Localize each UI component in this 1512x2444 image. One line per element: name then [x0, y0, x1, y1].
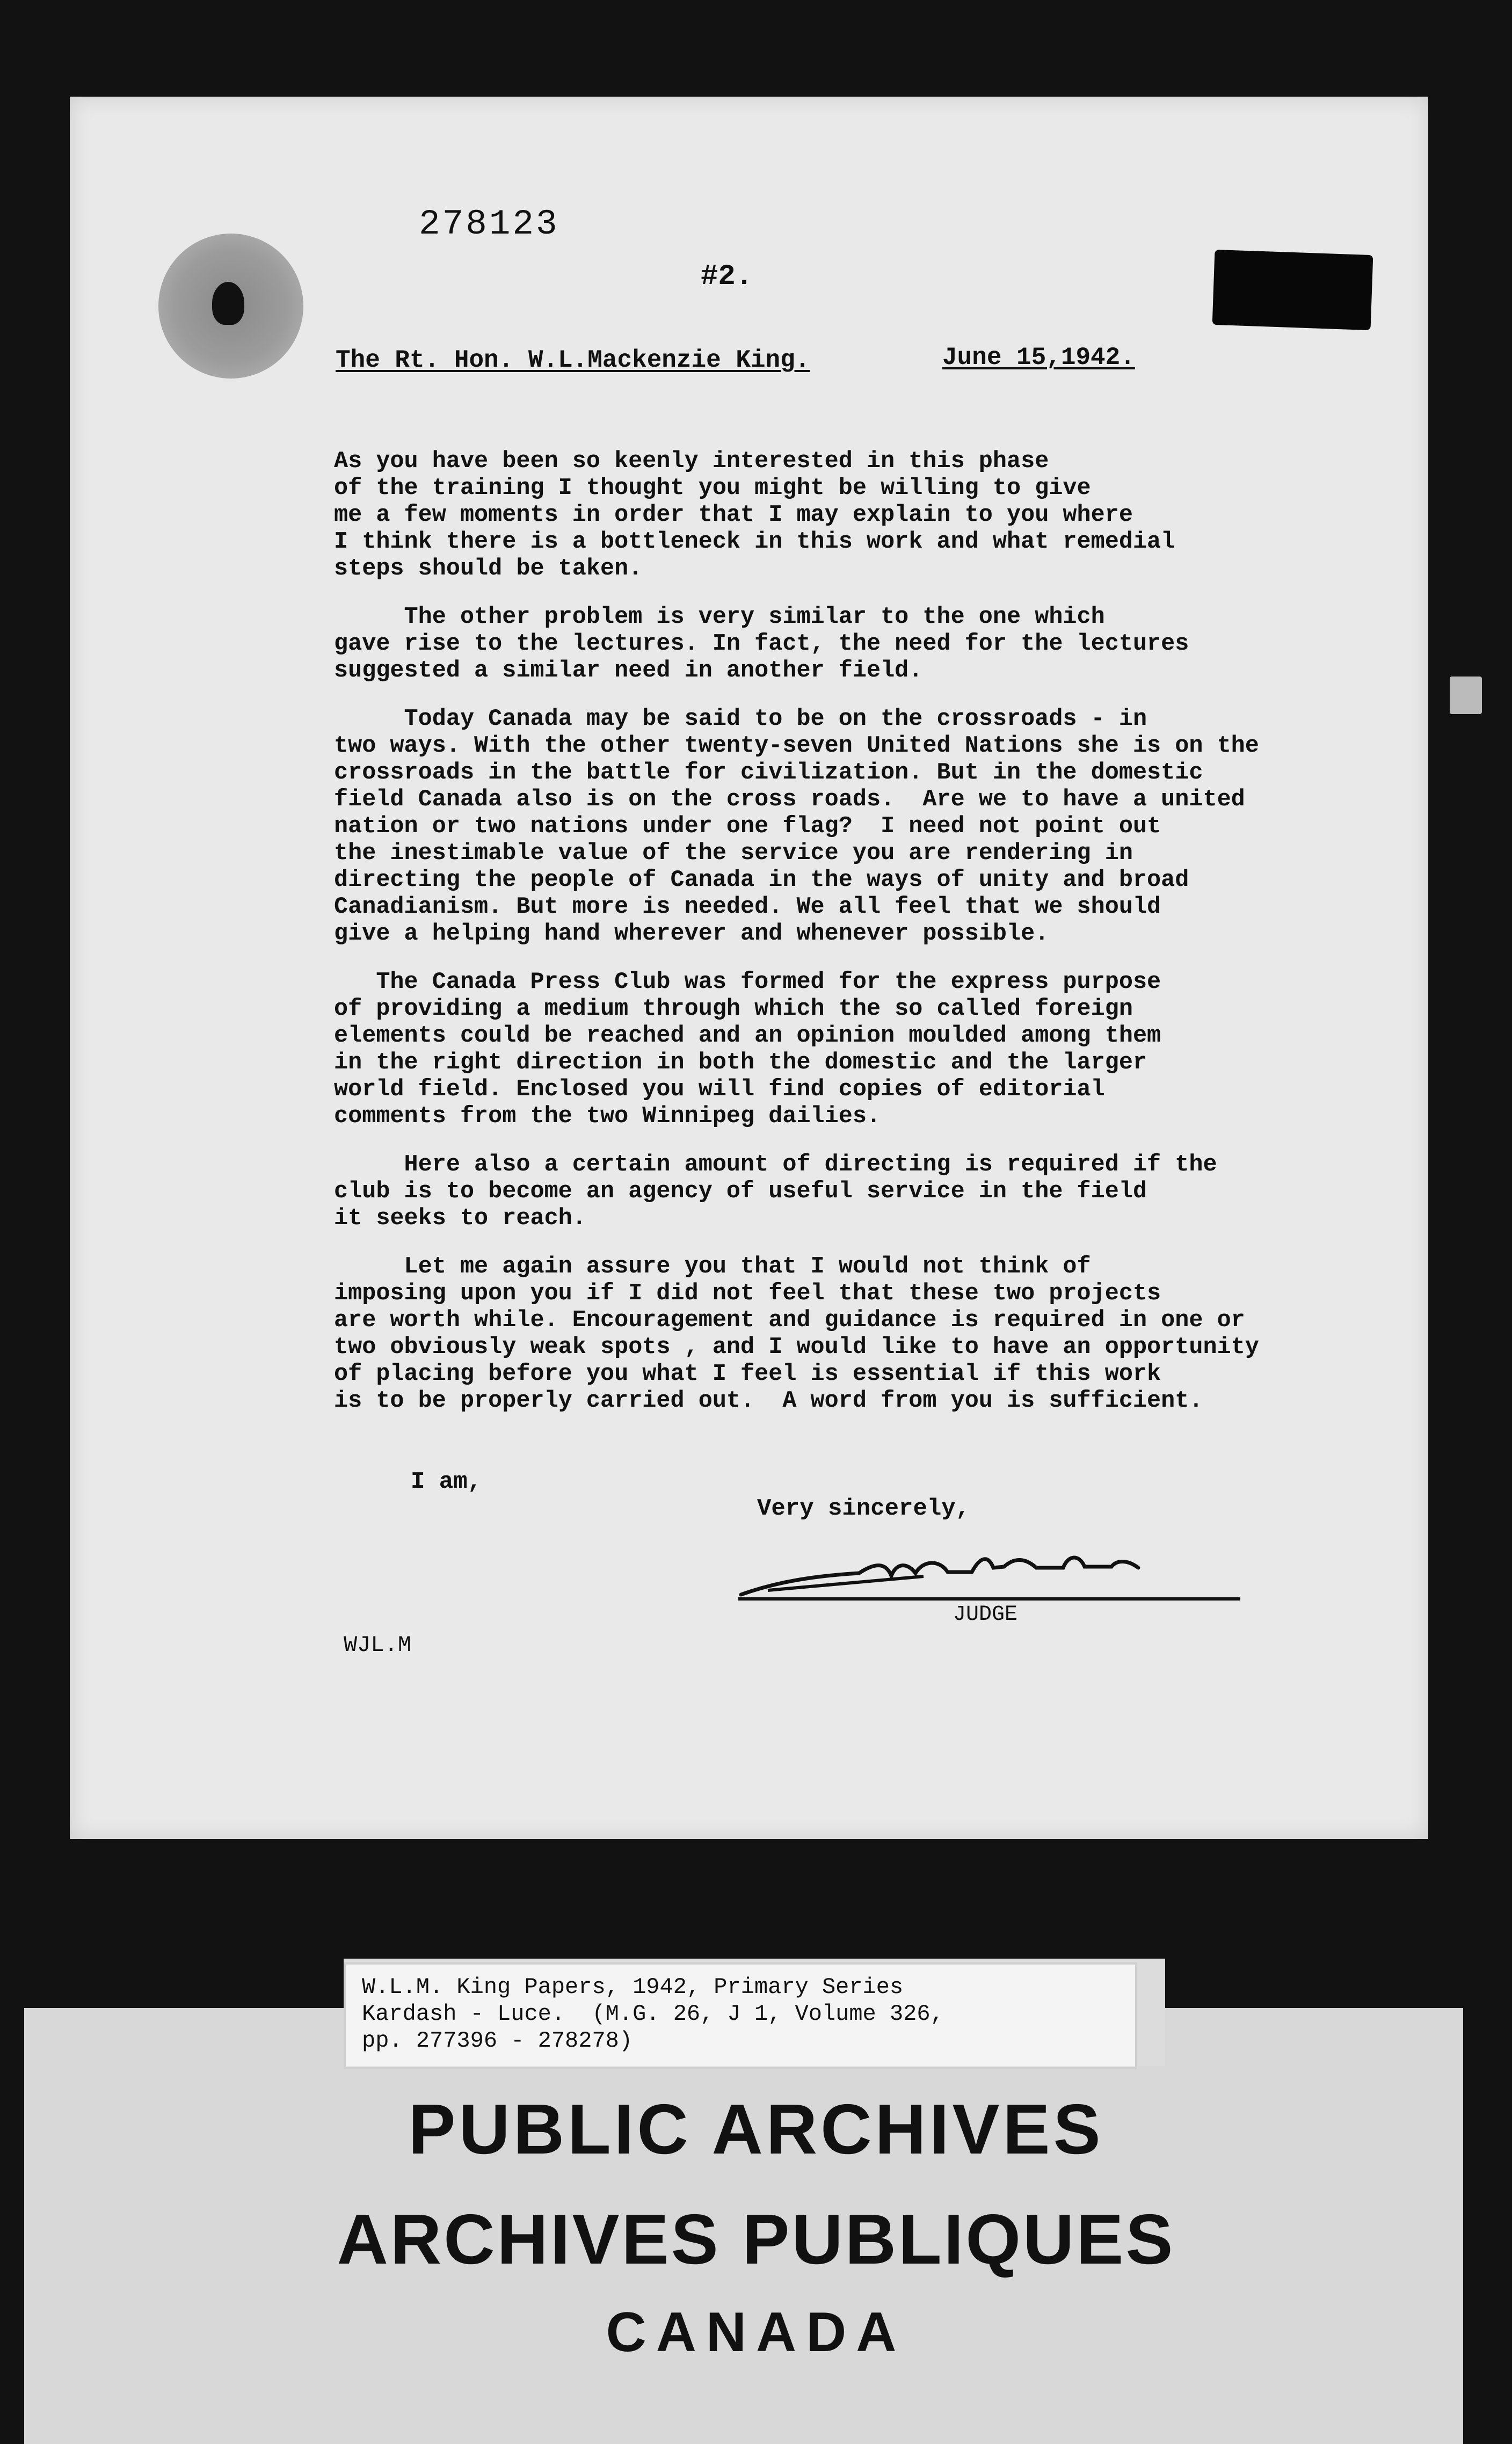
letter-line: two obviously weak spots , and I would like to have an opportunity	[334, 1334, 1259, 1361]
document-number: 278123	[419, 204, 559, 244]
letter-line: of providing a medium through which the so called foreign	[334, 996, 1133, 1022]
letter-body	[334, 448, 1259, 1436]
signature-title: JUDGE	[953, 1603, 1018, 1627]
letter-line: of the training I thought you might be willing to give	[334, 475, 1091, 501]
archive-stamp-french: ARCHIVES PUBLIQUES	[337, 2200, 1175, 2279]
letter-paragraph	[334, 1152, 1259, 1232]
letter-line: in the right direction in both the domestic and the larger	[334, 1050, 1147, 1076]
letter-line: are worth while. Encouragement and guidance is required in one or	[334, 1307, 1245, 1334]
letter-line: steps should be taken.	[334, 556, 643, 582]
archive-stamp-country: CANADA	[606, 2301, 906, 2363]
letter-line: club is to become an agency of useful service in the field	[334, 1179, 1147, 1205]
archive-label-line-3: pp. 277396 - 278278)	[362, 2028, 633, 2054]
archive-reference-label	[344, 1962, 1137, 2069]
letter-line: suggested a similar need in another field.	[334, 658, 923, 684]
letter-line: As you have been so keenly interested in this phase	[334, 448, 1049, 475]
page-number: #2.	[701, 260, 753, 293]
letter-line: elements could be reached and an opinion moulded among them	[334, 1023, 1161, 1049]
letter-line: Here also a certain amount of directing is required if the	[334, 1152, 1217, 1178]
letter-line: directing the people of Canada in the ways of unity and broad	[334, 867, 1189, 893]
archive-label-line-2: Kardash - Luce. (M.G. 26, J 1, Volume 326,	[362, 2001, 944, 2027]
letter-paragraph	[334, 969, 1259, 1130]
archive-stamp-english: PUBLIC ARCHIVES	[408, 2090, 1104, 2169]
letter-paragraph	[334, 1254, 1259, 1415]
letter-paragraph	[334, 604, 1259, 685]
letter-line: imposing upon you if I did not feel that these two projects	[334, 1281, 1161, 1307]
redaction-block	[1212, 250, 1373, 330]
page-edge-mark	[1450, 677, 1482, 714]
punch-hole-mark	[158, 234, 303, 379]
letter-line: give a helping hand wherever and whenever possible.	[334, 921, 1049, 947]
letter-line: the inestimable value of the service you are rendering in	[334, 840, 1133, 867]
letter-line: Today Canada may be said to be on the crossroads - in	[334, 706, 1147, 732]
punch-hole-icon	[212, 282, 244, 325]
archive-label-line-1: W.L.M. King Papers, 1942, Primary Series	[362, 1974, 904, 2000]
letter-line: crossroads in the battle for civilization. But in the domestic	[334, 760, 1203, 786]
letter-line: The Canada Press Club was formed for the express purpose	[334, 969, 1161, 995]
typist-initials: WJL.M	[344, 1632, 412, 1658]
letter-line: gave rise to the lectures. In fact, the need for the lectures	[334, 631, 1189, 657]
letter-line: The other problem is very similar to the one which	[334, 604, 1105, 630]
letter-line: I think there is a bottleneck in this work and what remedial	[334, 529, 1175, 555]
letter-line: me a few moments in order that I may explain to you where	[334, 502, 1133, 528]
letter-line: Canadianism. But more is needed. We all feel that we should	[334, 894, 1161, 920]
letter-paragraph	[334, 448, 1259, 583]
letter-line: Let me again assure you that I would not think of	[334, 1254, 1091, 1280]
letter-line: it seeks to reach.	[334, 1205, 586, 1232]
letter-line: field Canada also is on the cross roads. Are we to have a united	[334, 787, 1245, 813]
valediction: Very sincerely,	[757, 1495, 970, 1522]
letter-line: world field. Enclosed you will find copies of editorial	[334, 1076, 1105, 1103]
letter-date: June 15,1942.	[942, 344, 1135, 372]
addressee-line: The Rt. Hon. W.L.Mackenzie King.	[336, 346, 810, 374]
letter-line: two ways. With the other twenty-seven United Nations she is on the	[334, 733, 1259, 759]
letter-line: comments from the two Winnipeg dailies.	[334, 1103, 881, 1130]
handwritten-signature	[736, 1552, 1165, 1600]
closing-line: I am,	[411, 1468, 482, 1495]
letter-line: nation or two nations under one flag? I need not point out	[334, 813, 1161, 840]
letter-line: of placing before you what I feel is essential if this work	[334, 1361, 1161, 1387]
signature-line	[738, 1597, 1240, 1601]
letter-paragraph	[334, 706, 1259, 948]
letter-line: is to be properly carried out. A word from you is sufficient.	[334, 1388, 1203, 1414]
